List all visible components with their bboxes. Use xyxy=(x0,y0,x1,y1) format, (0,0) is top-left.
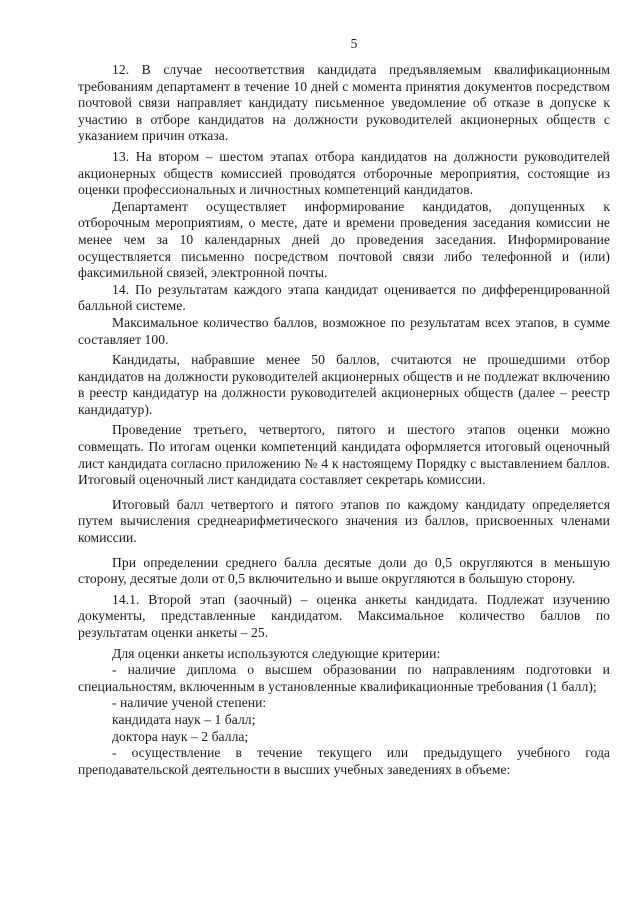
paragraph-13: 13. На втором – шестом этапах отбора кандидатов на должности руководителей акционерных обществ комиссией проводятся отборочные мероприятия, состоящие из оценки профессиональных и личностных компетенций кандидатов. xyxy=(78,148,610,198)
criterion-diploma: - наличие диплома о высшем образовании по направлениям подготовки и специальностям, включенным в установленные квалификационные требования (1 балл); xyxy=(78,662,610,694)
criterion-candidate-of-sciences: кандидата наук – 1 балл; xyxy=(112,711,256,727)
paragraph-final-score: Итоговый балл четвертого и пятого этапов по каждому кандидату определяется путем вычисления среднеарифметического значения из баллов, присвоенных членами комиссии. xyxy=(78,496,610,546)
paragraph-max-score: Максимальное количество баллов, возможное по результатам всех этапов, в сумме составляет 100. xyxy=(78,314,610,347)
paragraph-12: 12. В случае несоответствия кандидата предъявляемым квалификационным требованиям департамент в течение 10 дней с момента принятия документов посредством почтовой связи направляет кандидату письменное уведомление об отказе в допуске к участию в отборе кандидатов на должности руководителей акционерных обществ с указанием причин отказа. xyxy=(78,62,610,144)
paragraph-informing: Департамент осуществляет информирование кандидатов, допущенных к отборочным мероприятиям, о месте, дате и времени проведения заседания комиссии не менее чем за 10 календарных дней до проведения заседания. Информирование осуществляется письменно посредством почтовой связи либо телефонной и (или) факсимильной связей, электронной почты. xyxy=(78,198,610,281)
paragraph-min-score: Кандидаты, набравшие менее 50 баллов, считаются не прошедшими отбор кандидатов на должности руководителей акционерных обществ и не подлежат включению в реестр кандидатур на должности руководителей акционерных обществ (далее – реестр кандидатур). xyxy=(78,352,610,417)
criterion-doctor-of-sciences: доктора наук – 2 балла; xyxy=(112,728,249,744)
paragraph-14-1: 14.1. Второй этап (заочный) – оценка анкеты кандидата. Подлежат изучению документы, представленные кандидатом. Максимальное количество баллов по результатам оценки анкеты – 25. xyxy=(78,591,610,640)
paragraph-rounding: При определении среднего балла десятые доли до 0,5 округляются в меньшую сторону, десятые доли от 0,5 включительно и выше округляются в большую сторону. xyxy=(78,554,610,587)
paragraph-14: 14. По результатам каждого этапа кандидат оценивается по дифференцированной балльной системе. xyxy=(78,281,610,314)
paragraph-combine-stages: Проведение третьего, четвертого, пятого и шестого этапов оценки можно совмещать. По итогам оценки компетенций кандидата оформляется итоговый оценочный лист кандидата согласно приложению № 4 к настоящему Порядку с выставлением баллов. Итоговый оценочный лист кандидата составляет секретарь комиссии. xyxy=(78,422,610,488)
criterion-teaching: - осуществление в течение текущего или предыдущего учебного года преподавательской деятельности в высших учебных заведениях в объеме: xyxy=(78,745,610,777)
page-number: 5 xyxy=(350,36,358,51)
criterion-degree: - наличие ученой степени: xyxy=(112,695,267,711)
paragraph-criteria-intro: Для оценки анкеты используются следующие критерии: xyxy=(112,645,441,661)
